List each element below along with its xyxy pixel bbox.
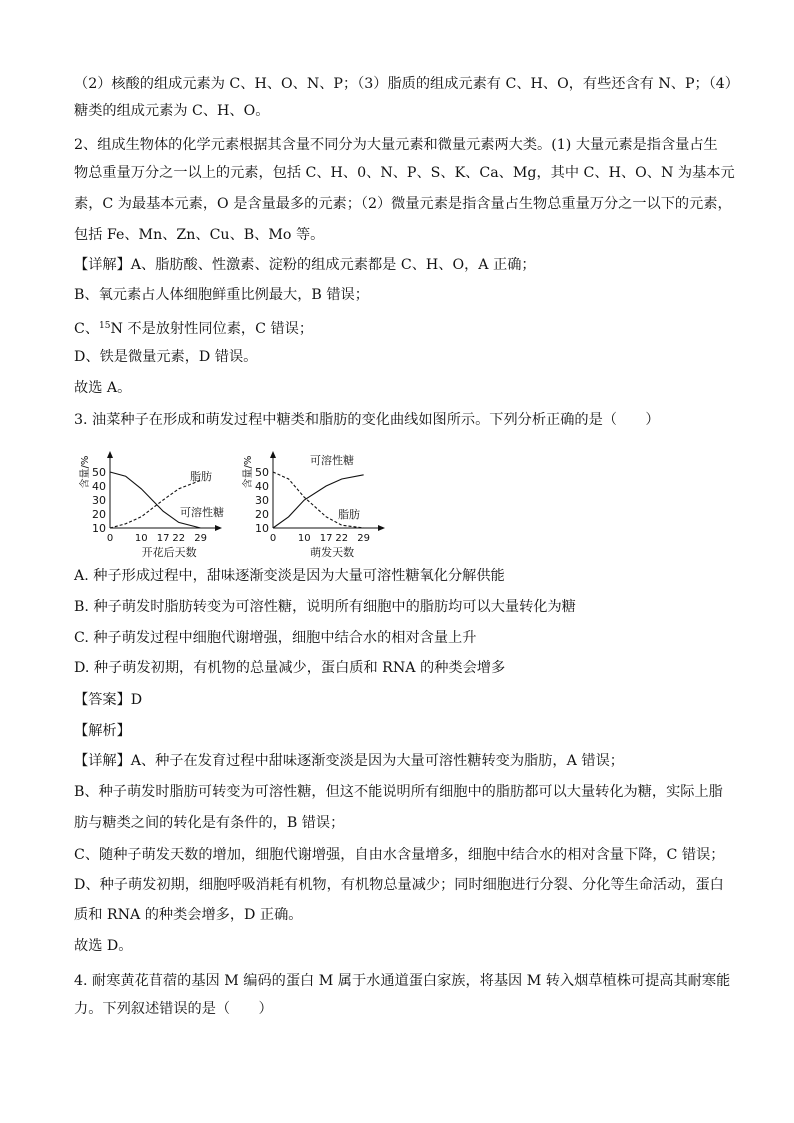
text-line: 糖类的组成元素为 C、H、O。 xyxy=(74,103,270,119)
y-tick-label: 50 xyxy=(92,466,106,479)
y-tick-label: 40 xyxy=(255,480,269,493)
text-line: D. 种子萌发初期，有机物的总量减少，蛋白质和 RNA 的种类会增多 xyxy=(74,660,506,676)
figure-oilseed-curves xyxy=(70,440,390,560)
text-line: C、随种子萌发天数的增加，细胞代谢增强，自由水含量增多，细胞中结合水的相对含量下降，C 错误； xyxy=(74,847,725,863)
x-axis-arrow xyxy=(215,525,222,531)
text-line: A. 种子形成过程中，甜味逐渐变淡是因为大量可溶性糖氧化分解供能 xyxy=(74,568,505,584)
x-tick-label: 22 xyxy=(172,533,186,544)
y-axis-label: 含量/% xyxy=(80,455,91,489)
y-tick-label: 10 xyxy=(255,522,269,535)
series-label: 脂肪 xyxy=(190,470,212,483)
y-axis-arrow xyxy=(270,451,276,458)
text-line: 【解析】 xyxy=(74,723,131,739)
text-line: （2）核酸的组成元素为 C、H、O、N、P；（3）脂质的组成元素有 C、H、O，有些还含有 N、P；（4） xyxy=(74,76,739,92)
x-tick-label: 0 xyxy=(106,533,114,544)
y-axis-arrow xyxy=(107,451,113,458)
x-tick-label: 17 xyxy=(156,533,170,544)
y-tick-label: 40 xyxy=(92,480,106,493)
text-line: 【详解】A、脂肪酸、性激素、淀粉的组成元素都是 C、H、O，A 正确； xyxy=(74,257,536,273)
isotope-superscript: 15 xyxy=(99,321,111,331)
text-line: 力。下列叙述错误的是（ ） xyxy=(74,1001,273,1017)
text-line: 肪与糖类之间的转化是有条件的，B 错误； xyxy=(74,815,345,831)
text-line: 包括 Fe、Mn、Zn、Cu、B、Mo 等。 xyxy=(74,227,325,243)
x-axis-arrow xyxy=(378,525,385,531)
series-line xyxy=(110,472,201,528)
text-line: 素，C 为最基本元素，O 是含量最多的元素；（2）微量元素是指含量占生物总重量万分之一以下的元素， xyxy=(74,196,732,212)
x-axis-label: 萌发天数 xyxy=(310,546,355,559)
text-line: C. 种子萌发过程中细胞代谢增强，细胞中结合水的相对含量上升 xyxy=(74,630,477,646)
x-tick-label: 29 xyxy=(357,533,370,544)
y-tick-label: 30 xyxy=(255,494,269,507)
y-tick-label: 20 xyxy=(255,508,269,521)
line-text: N 不是放射性同位素，C 错误； xyxy=(110,321,314,337)
series-label: 可溶性糖 xyxy=(310,454,354,467)
text-line: 物总重量万分之一以上的元素，包括 C、H、0、N、P、S、K、Ca、Mg，其中 C、H、O、N 为基本元 xyxy=(74,165,735,181)
text-line: 3. 油菜种子在形成和萌发过程中糖类和脂肪的变化曲线如图所示。下列分析正确的是（ ） xyxy=(74,412,660,428)
text-line: 质和 RNA 的种类会增多，D 正确。 xyxy=(74,907,303,923)
text-line: D、铁是微量元素，D 错误。 xyxy=(74,349,258,365)
charts-svg xyxy=(70,440,390,560)
x-tick-label: 10 xyxy=(134,533,148,544)
series-label: 可溶性糖 xyxy=(180,506,224,519)
text-line: D、种子萌发初期，细胞呼吸消耗有机物，有机物总量减少；同时细胞进行分裂、分化等生命活动，蛋白 xyxy=(74,877,724,893)
series-line xyxy=(110,480,201,528)
x-tick-label: 0 xyxy=(269,533,277,544)
x-axis-label: 开花后天数 xyxy=(141,546,197,559)
y-tick-label: 30 xyxy=(92,494,106,507)
text-line: B、种子萌发时脂肪可转变为可溶性糖，但这不能说明所有细胞中的脂肪都可以大量转化为糖，实际上脂 xyxy=(74,784,723,800)
text-line: 故选 D。 xyxy=(74,938,133,954)
text-line: B. 种子萌发时脂肪转变为可溶性糖，说明所有细胞中的脂肪均可以大量转化为糖 xyxy=(74,599,576,615)
text-line: B、氧元素占人体细胞鲜重比例最大，B 错误； xyxy=(74,287,369,303)
y-tick-label: 20 xyxy=(92,508,106,521)
text-line: 2、组成生物体的化学元素根据其含量不同分为大量元素和微量元素两大类。(1) 大量元素是指含量占生 xyxy=(74,137,718,153)
series-label: 脂肪 xyxy=(338,508,360,521)
y-tick-label: 50 xyxy=(255,466,269,479)
chart-formation xyxy=(78,451,224,559)
x-tick-label: 10 xyxy=(297,533,311,544)
text-line xyxy=(74,316,313,339)
x-tick-label: 29 xyxy=(194,533,207,544)
text-line: 【答案】D xyxy=(74,692,143,708)
text-line: 【详解】A、种子在发育过程中甜味逐渐变淡是因为大量可溶性糖转变为脂肪，A 错误； xyxy=(74,753,624,769)
text-line: 4. 耐寒黄花苜蓿的基因 M 编码的蛋白 M 属于水通道蛋白家族，将基因 M 转入烟草植株可提高其耐寒能 xyxy=(74,973,731,989)
y-axis-label: 含量/% xyxy=(243,455,254,489)
x-tick-label: 17 xyxy=(319,533,333,544)
line-prefix: C、 xyxy=(74,321,100,337)
x-tick-label: 22 xyxy=(335,533,349,544)
y-tick-label: 10 xyxy=(92,522,106,535)
chart-germination xyxy=(241,451,385,559)
text-line: 故选 A。 xyxy=(74,380,132,396)
